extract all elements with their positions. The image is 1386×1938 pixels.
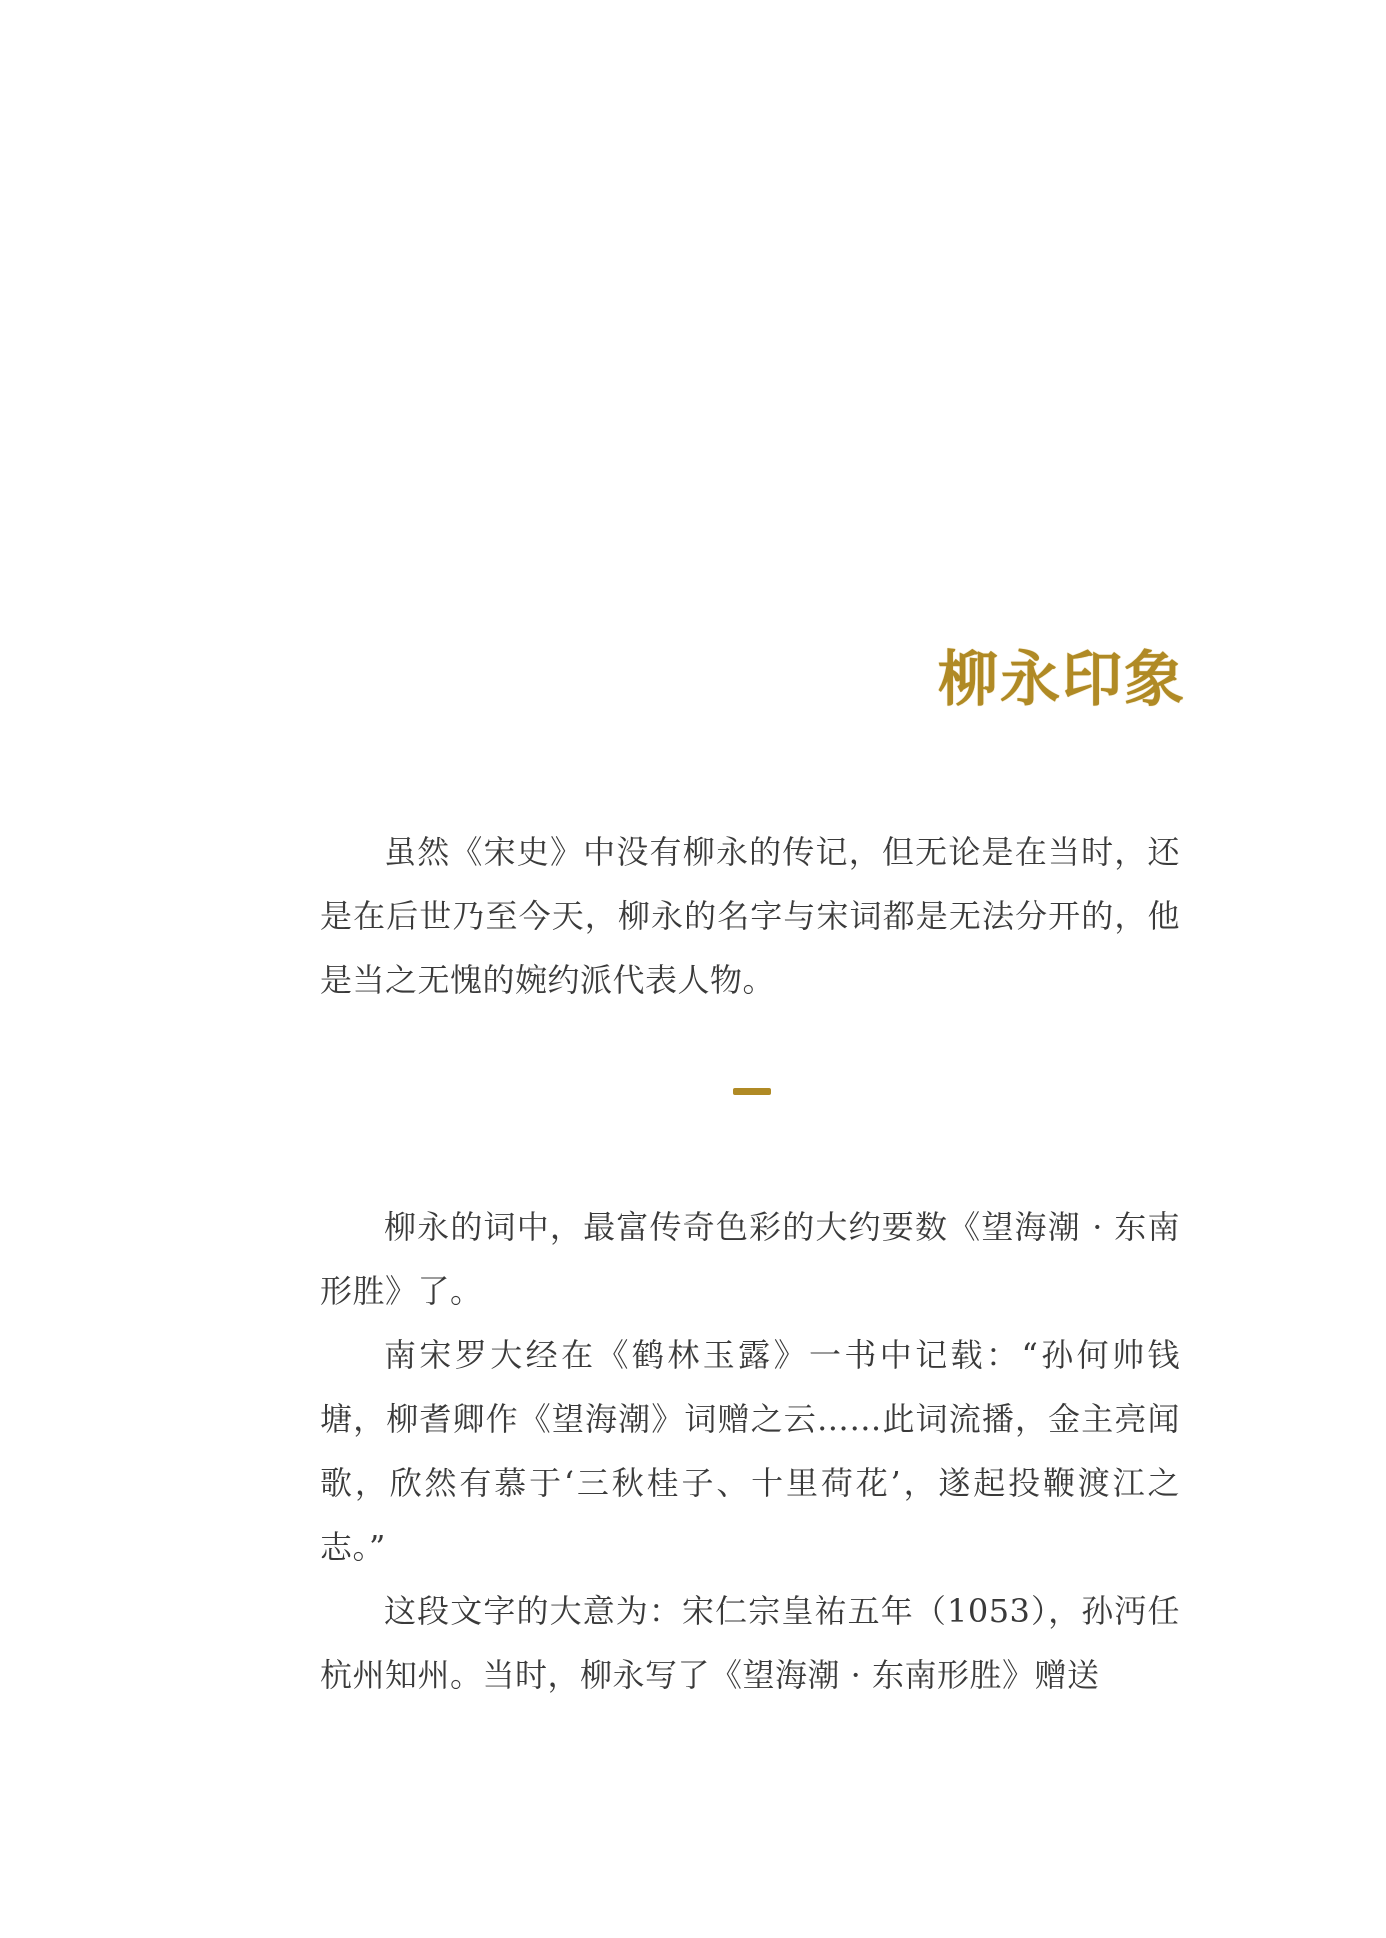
intro-paragraph: 虽然《宋史》中没有柳永的传记，但无论是在当时，还是在后世乃至今天，柳永的名字与宋词都是无法分开的，他是当之无愧的婉约派代表人物。 [320,833,1180,999]
body-paragraph: 柳永的词中，最富传奇色彩的大约要数《望海潮 · 东南形胜》了。 [320,1208,1180,1310]
body-paragraph: 这段文字的大意为：宋仁宗皇祐五年（1053），孙沔任杭州知州。当时，柳永写了《望海潮 · 东南形胜》赠送 [320,1592,1180,1694]
body-paragraph: 南宋罗大经在《鹤林玉露》一书中记载：“孙何帅钱塘，柳耆卿作《望海潮》词赠之云……此词流播，金主亮闻歌，欣然有慕于‘三秋桂子、十里荷花’，遂起投鞭渡江之志。” [320,1336,1180,1566]
intro-block [320,820,1180,1012]
body-text-block [320,1195,1180,1707]
section-number-mark [733,1088,771,1095]
chapter-title: 柳永印象 [938,645,1186,715]
